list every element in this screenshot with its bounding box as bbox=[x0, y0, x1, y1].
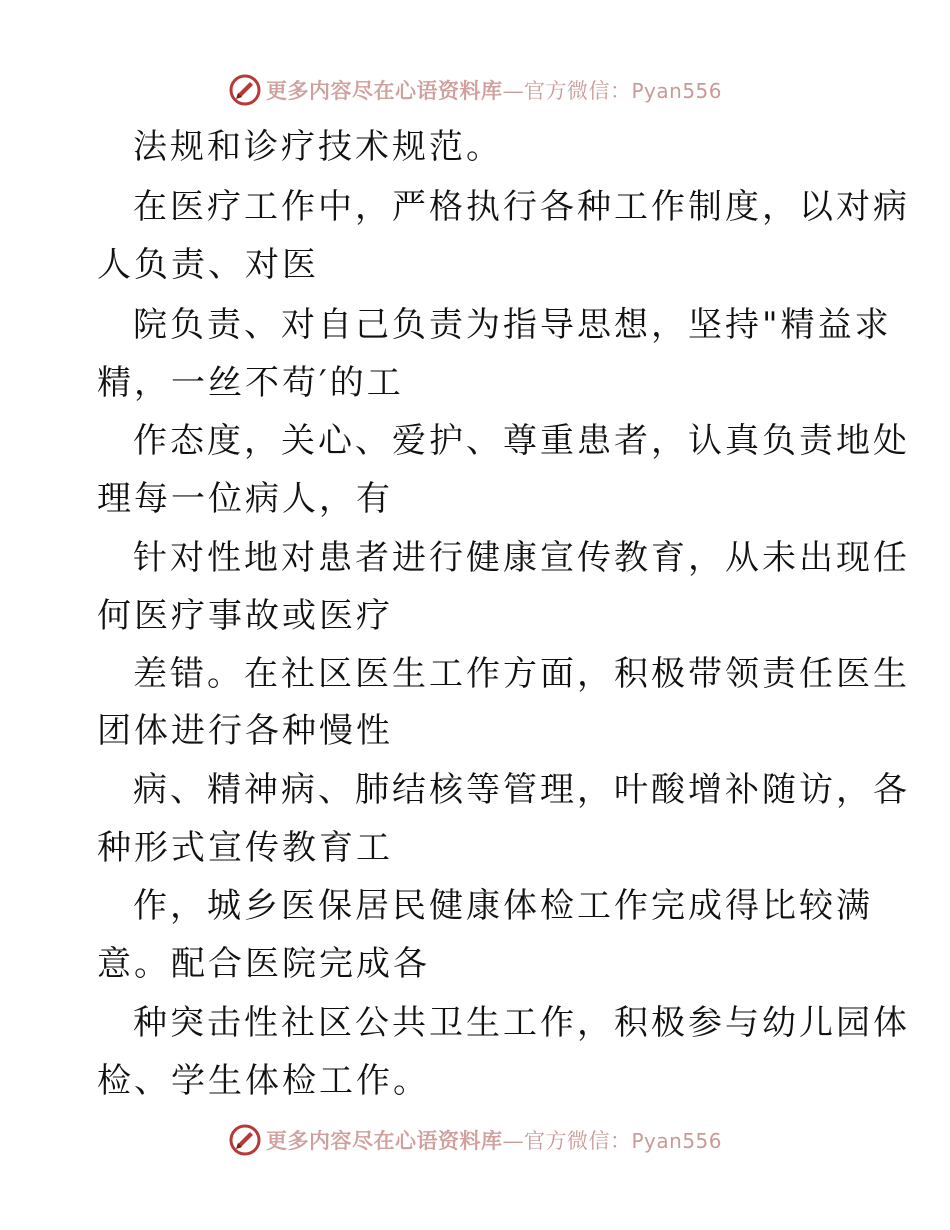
text-line: 种突击性社区公共卫生工作，积极参与幼儿园体 bbox=[133, 1003, 910, 1043]
text-line: 种形式宣传教育工 bbox=[97, 828, 393, 868]
logo-icon bbox=[228, 73, 262, 107]
header-watermark bbox=[0, 68, 950, 112]
text-line: 差错。在社区医生工作方面，积极带领责任医生 bbox=[133, 654, 910, 694]
text-line: 团体进行各种慢性 bbox=[97, 711, 393, 751]
text-line: 检、学生体检工作。 bbox=[97, 1061, 430, 1101]
text-line: 院负责、对自己负责为指导思想，坚持"精益求 bbox=[133, 305, 892, 345]
text-line: 何医疗事故或医疗 bbox=[97, 596, 393, 636]
text-line: 作，城乡医保居民健康体检工作完成得比较满 bbox=[133, 886, 873, 926]
text-line: 理每一位病人，有 bbox=[97, 479, 393, 519]
logo-icon bbox=[228, 1123, 262, 1157]
text-line: 病、精神病、肺结核等管理，叶酸增补随访，各 bbox=[133, 770, 910, 810]
text-line: 人负责、对医 bbox=[97, 245, 319, 285]
watermark-text: 更多内容尽在心语资料库—官方微信：Pyan556 bbox=[265, 78, 722, 103]
footer-watermark bbox=[0, 1118, 950, 1162]
text-line: 意。配合医院完成各 bbox=[97, 944, 430, 984]
text-line: 法规和诊疗技术规范。 bbox=[133, 127, 503, 167]
text-line: 精，一丝不苟′的工 bbox=[97, 363, 404, 403]
watermark-text: 更多内容尽在心语资料库—官方微信：Pyan556 bbox=[265, 1128, 722, 1153]
text-line: 在医疗工作中，严格执行各种工作制度，以对病 bbox=[133, 187, 910, 227]
text-line: 针对性地对患者进行健康宣传教育，从未出现任 bbox=[133, 538, 910, 578]
text-line: 作态度，关心、爱护、尊重患者，认真负责地处 bbox=[133, 421, 910, 461]
